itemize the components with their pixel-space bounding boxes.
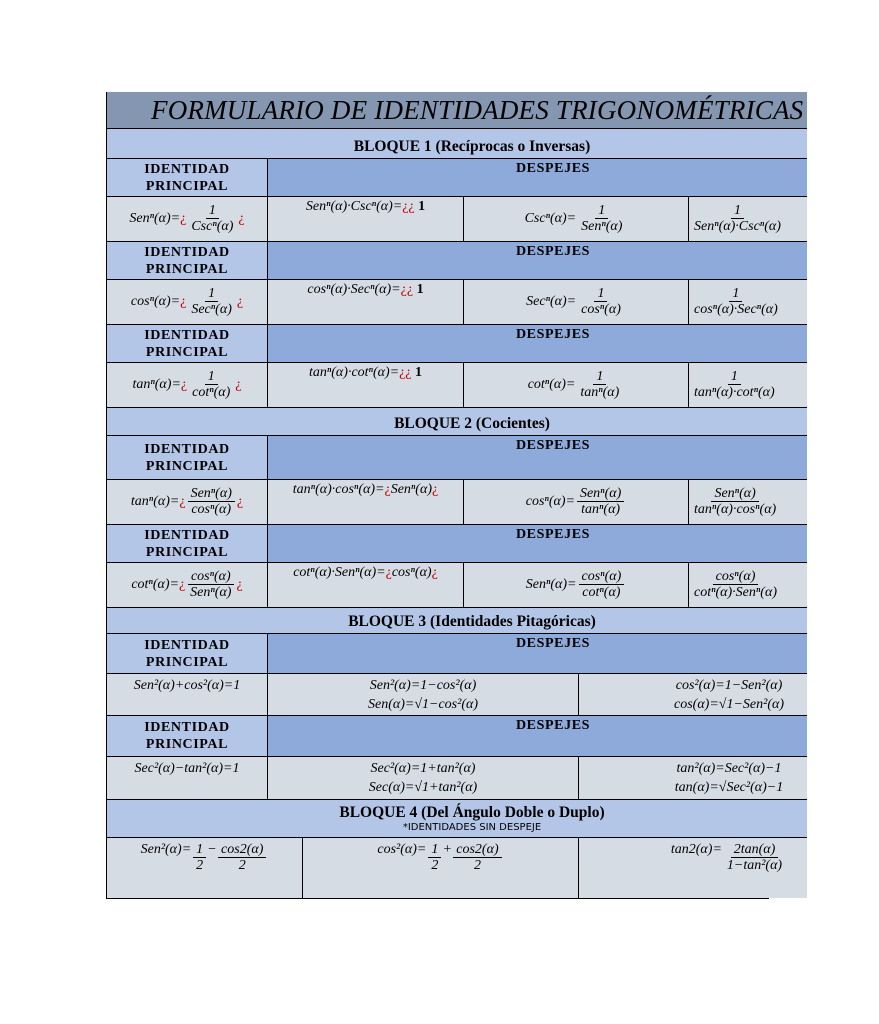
sheet-title: FORMULARIO DE IDENTIDADES TRIGONOMÉTRICAS [151,94,804,125]
principal-header-line2: PRINCIPAL [145,654,229,670]
principal-header [107,716,268,756]
block-3-row [107,608,807,634]
principal-header-line1: IDENTIDAD [144,637,230,653]
block-4-title: BLOQUE 4 (Del Ángulo Doble o Duplo) [339,804,605,821]
inv-q-glyph: ¿ [180,377,188,392]
principal-identity [107,674,268,715]
double-angle-tan [579,838,879,898]
despeje-root: cos(α)=√1−Sen²(α) [674,696,784,712]
lhs: cos²(α)= [377,842,427,857]
numerator: 1 [428,842,441,858]
inv-q-glyph: ¿ [180,294,187,309]
numerator: 1 [205,286,218,302]
numerator: 1 [206,203,219,219]
lhs: Senⁿ(α)= [525,577,577,592]
fraction [188,486,235,518]
product-result: 1 [415,365,423,380]
principal-identity [107,197,268,241]
block-2-row [107,408,807,436]
inv-q-glyph: ¿ [179,494,186,509]
denominator: 2 [473,858,481,873]
fraction [577,486,624,518]
principal-header [107,525,268,562]
header-row-4 [107,436,807,480]
numerator: cosⁿ(α) [579,569,625,585]
fraction [188,286,235,318]
principal-header-line1: IDENTIDAD [144,161,230,177]
principal-header-line1: IDENTIDAD [144,244,230,260]
inv-q-glyph: ¿ [178,577,186,592]
header-row-2 [107,242,807,280]
principal-header-line2: PRINCIPAL [145,458,229,474]
principal-header [107,436,268,479]
fraction [188,203,236,235]
numerator: 1 [594,286,607,302]
denominator: 1−tan²(α) [726,858,783,873]
principal-header-line2: PRINCIPAL [145,178,229,194]
block-4-title-cell [107,800,837,837]
principal-identity [107,757,268,799]
lhs: tan2(α)= [670,842,722,857]
double-angle-sen [107,838,303,898]
principal-identity [107,480,268,524]
principal-header [107,242,268,279]
despeje-1 [268,480,464,524]
despeje-2 [464,563,689,607]
double-angle-cos [303,838,579,898]
formula-row-5 [107,563,807,608]
numerator: cos2(α) [218,842,266,858]
product-eq: tanⁿ(α)·cotⁿ(α)= [308,365,400,380]
product-eq: cosⁿ(α)·Secⁿ(α)= [307,282,401,297]
inv-q-glyph: ¿¿ [400,282,414,297]
principal-header [107,159,268,196]
despeje-squared: Sen²(α)=1−cos²(α) [369,677,477,693]
despeje-squared: tan²(α)=Sec²(α)−1 [676,761,782,776]
block-4-note: *IDENTIDADES SIN DESPEJE [402,822,542,833]
fraction [189,369,233,401]
inv-q-glyph: ¿ [384,482,391,497]
despeje-1 [268,280,464,324]
despeje-root: Sen(α)=√1−cos²(α) [368,696,478,712]
product-result: 1 [418,199,426,214]
despeje-3 [689,363,869,407]
pythagorean-identity: Sec²(α)−tan²(α)=1 [134,761,240,776]
despeje-squared: cos²(α)=1−Sen²(α) [675,677,783,693]
despeje-3 [689,197,869,241]
fraction [691,569,780,601]
formula-row-8 [107,838,807,898]
numerator: 1 [728,369,741,385]
denominator: 2 [431,858,439,873]
despeje-3 [689,280,869,324]
product-result: 1 [416,282,424,297]
numerator: Senⁿ(α) [188,486,235,502]
lhs: Sen²(α)= [140,842,192,857]
inv-q-glyph: ¿ [235,377,242,392]
fraction [453,842,501,874]
principal-header-line2: PRINCIPAL [145,737,229,752]
denominator: cosⁿ(α) [191,502,232,517]
denominator: cosⁿ(α) [581,302,621,317]
despeje-squared: Sec²(α)=1+tan²(α) [370,761,476,776]
numerator: 1 [593,369,606,385]
fraction [578,203,625,235]
despeje-2 [464,363,689,407]
despejes-header: DESPEJES [515,438,591,453]
operator: + [443,842,452,857]
product-result: cosⁿ(α) [391,565,432,580]
despejes-header: DESPEJES [515,718,591,733]
despejes-header: DESPEJES [515,636,591,651]
principal-header-line2: PRINCIPAL [145,544,229,560]
fraction [578,286,624,318]
inv-q-glyph: ¿ [180,211,187,226]
principal-header [107,325,268,362]
despeje-2 [464,280,689,324]
numerator: Senⁿ(α) [711,486,758,502]
numerator: 1 [205,369,218,385]
identities-sheet [106,92,804,899]
block-1-row [107,129,807,159]
inv-q-glyph: ¿ [431,482,439,497]
lhs: cosⁿ(α)= [130,294,181,309]
inv-q-glyph: ¿ [236,577,243,592]
fraction [691,286,781,318]
despeje-root: tan(α)=√Sec²(α)−1 [674,780,784,795]
denominator: Secⁿ(α) [191,302,232,317]
header-row-7 [107,716,807,757]
denominator: tanⁿ(α)·cotⁿ(α) [694,385,775,400]
fraction [187,569,234,601]
denominator: cotⁿ(α) [582,585,621,600]
numerator: 1 [595,203,608,219]
despeje-2 [579,757,879,799]
despeje-1 [268,563,464,607]
fraction [428,842,441,874]
product-result: Senⁿ(α) [390,482,432,497]
despeje-1 [268,197,464,241]
lhs: tanⁿ(α)= [132,377,181,392]
despeje-1 [268,363,464,407]
denominator: Senⁿ(α) [190,585,232,600]
principal-header-line2: PRINCIPAL [145,344,229,360]
denominator: Senⁿ(α)·Cscⁿ(α) [694,219,781,234]
inv-q-glyph: ¿ [238,211,245,226]
formula-row-1 [107,197,807,242]
product-eq: Senⁿ(α)·Cscⁿ(α)= [305,199,403,214]
fraction [577,369,622,401]
fraction [193,842,206,874]
numerator: cosⁿ(α) [188,569,234,585]
fraction [724,842,785,874]
product-eq: tanⁿ(α)·cosⁿ(α)= [292,482,385,497]
formula-row-6 [107,674,807,716]
title-row [107,92,807,129]
principal-header-line1: IDENTIDAD [144,527,230,543]
despejes-header: DESPEJES [515,244,591,259]
header-row-3 [107,325,807,363]
despejes-header: DESPEJES [515,327,591,342]
formula-row-3 [107,363,807,408]
header-row-6 [107,634,807,674]
denominator: 2 [196,858,204,873]
principal-header-line1: IDENTIDAD [144,327,230,343]
despeje-root: Sec(α)=√1+tan²(α) [368,780,478,795]
inv-q-glyph: ¿¿ [402,199,415,214]
despeje-3 [689,480,869,524]
principal-identity [107,280,268,324]
fraction [691,203,784,235]
fraction [218,842,266,874]
denominator: Senⁿ(α) [581,219,623,234]
numerator: cos2(α) [453,842,501,858]
fraction [579,569,625,601]
formula-row-7 [107,757,807,800]
lhs: Cscⁿ(α)= [524,211,577,226]
principal-header-line1: IDENTIDAD [144,441,230,457]
numerator: 1 [193,842,206,858]
denominator: cotⁿ(α)·Senⁿ(α) [694,585,777,600]
despejes-header: DESPEJES [515,161,591,176]
fraction [691,486,779,518]
principal-identity [107,363,268,407]
denominator: tanⁿ(α)·cosⁿ(α) [694,502,777,517]
despeje-1 [268,674,579,715]
lhs: tanⁿ(α)= [130,494,180,509]
block-4-row [107,800,807,838]
principal-identity [107,563,268,607]
block-1-title: BLOQUE 1 (Recíprocas o Inversas) [353,138,591,155]
lhs: cotⁿ(α)= [131,577,179,592]
product-eq: cotⁿ(α)·Senⁿ(α)= [293,565,386,580]
header-row-5 [107,525,807,563]
operator: − [208,842,217,857]
pythagorean-identity: Sen²(α)+cos²(α)=1 [133,678,241,693]
denominator: tanⁿ(α) [580,385,620,400]
fraction [691,369,778,401]
principal-header-line2: PRINCIPAL [145,261,229,277]
despeje-2 [579,674,879,715]
despeje-2 [464,197,689,241]
despeje-1 [268,757,579,799]
denominator: cosⁿ(α)·Secⁿ(α) [694,302,778,317]
denominator: tanⁿ(α) [581,502,621,517]
numerator: 1 [729,286,742,302]
lhs: Senⁿ(α)= [129,211,181,226]
inv-q-glyph: ¿ [385,565,392,580]
numerator: Senⁿ(α) [577,486,624,502]
inv-q-glyph: ¿ [431,565,438,580]
despeje-3 [689,563,869,607]
block-3-title: BLOQUE 3 (Identidades Pitagóricas) [348,613,596,630]
inv-q-glyph: ¿ [236,294,244,309]
despeje-2 [464,480,689,524]
despejes-header: DESPEJES [515,527,591,542]
denominator: Cscⁿ(α) [191,219,234,234]
denominator: cotⁿ(α) [192,385,231,400]
principal-header-line1: IDENTIDAD [144,720,230,735]
inv-q-glyph: ¿¿ [399,365,412,380]
formula-row-4 [107,480,807,525]
formula-row-2 [107,280,807,325]
lhs: cosⁿ(α)= [525,494,575,509]
numerator: 2tan(α) [731,842,779,858]
numerator: cosⁿ(α) [713,569,759,585]
lhs: Secⁿ(α)= [526,294,577,309]
denominator: 2 [238,858,246,873]
header-row-1 [107,159,807,197]
lhs: cotⁿ(α)= [527,377,576,392]
numerator: 1 [731,203,744,219]
inv-q-glyph: ¿ [236,494,244,509]
principal-header [107,634,268,673]
block-2-title: BLOQUE 2 (Cocientes) [394,415,550,432]
